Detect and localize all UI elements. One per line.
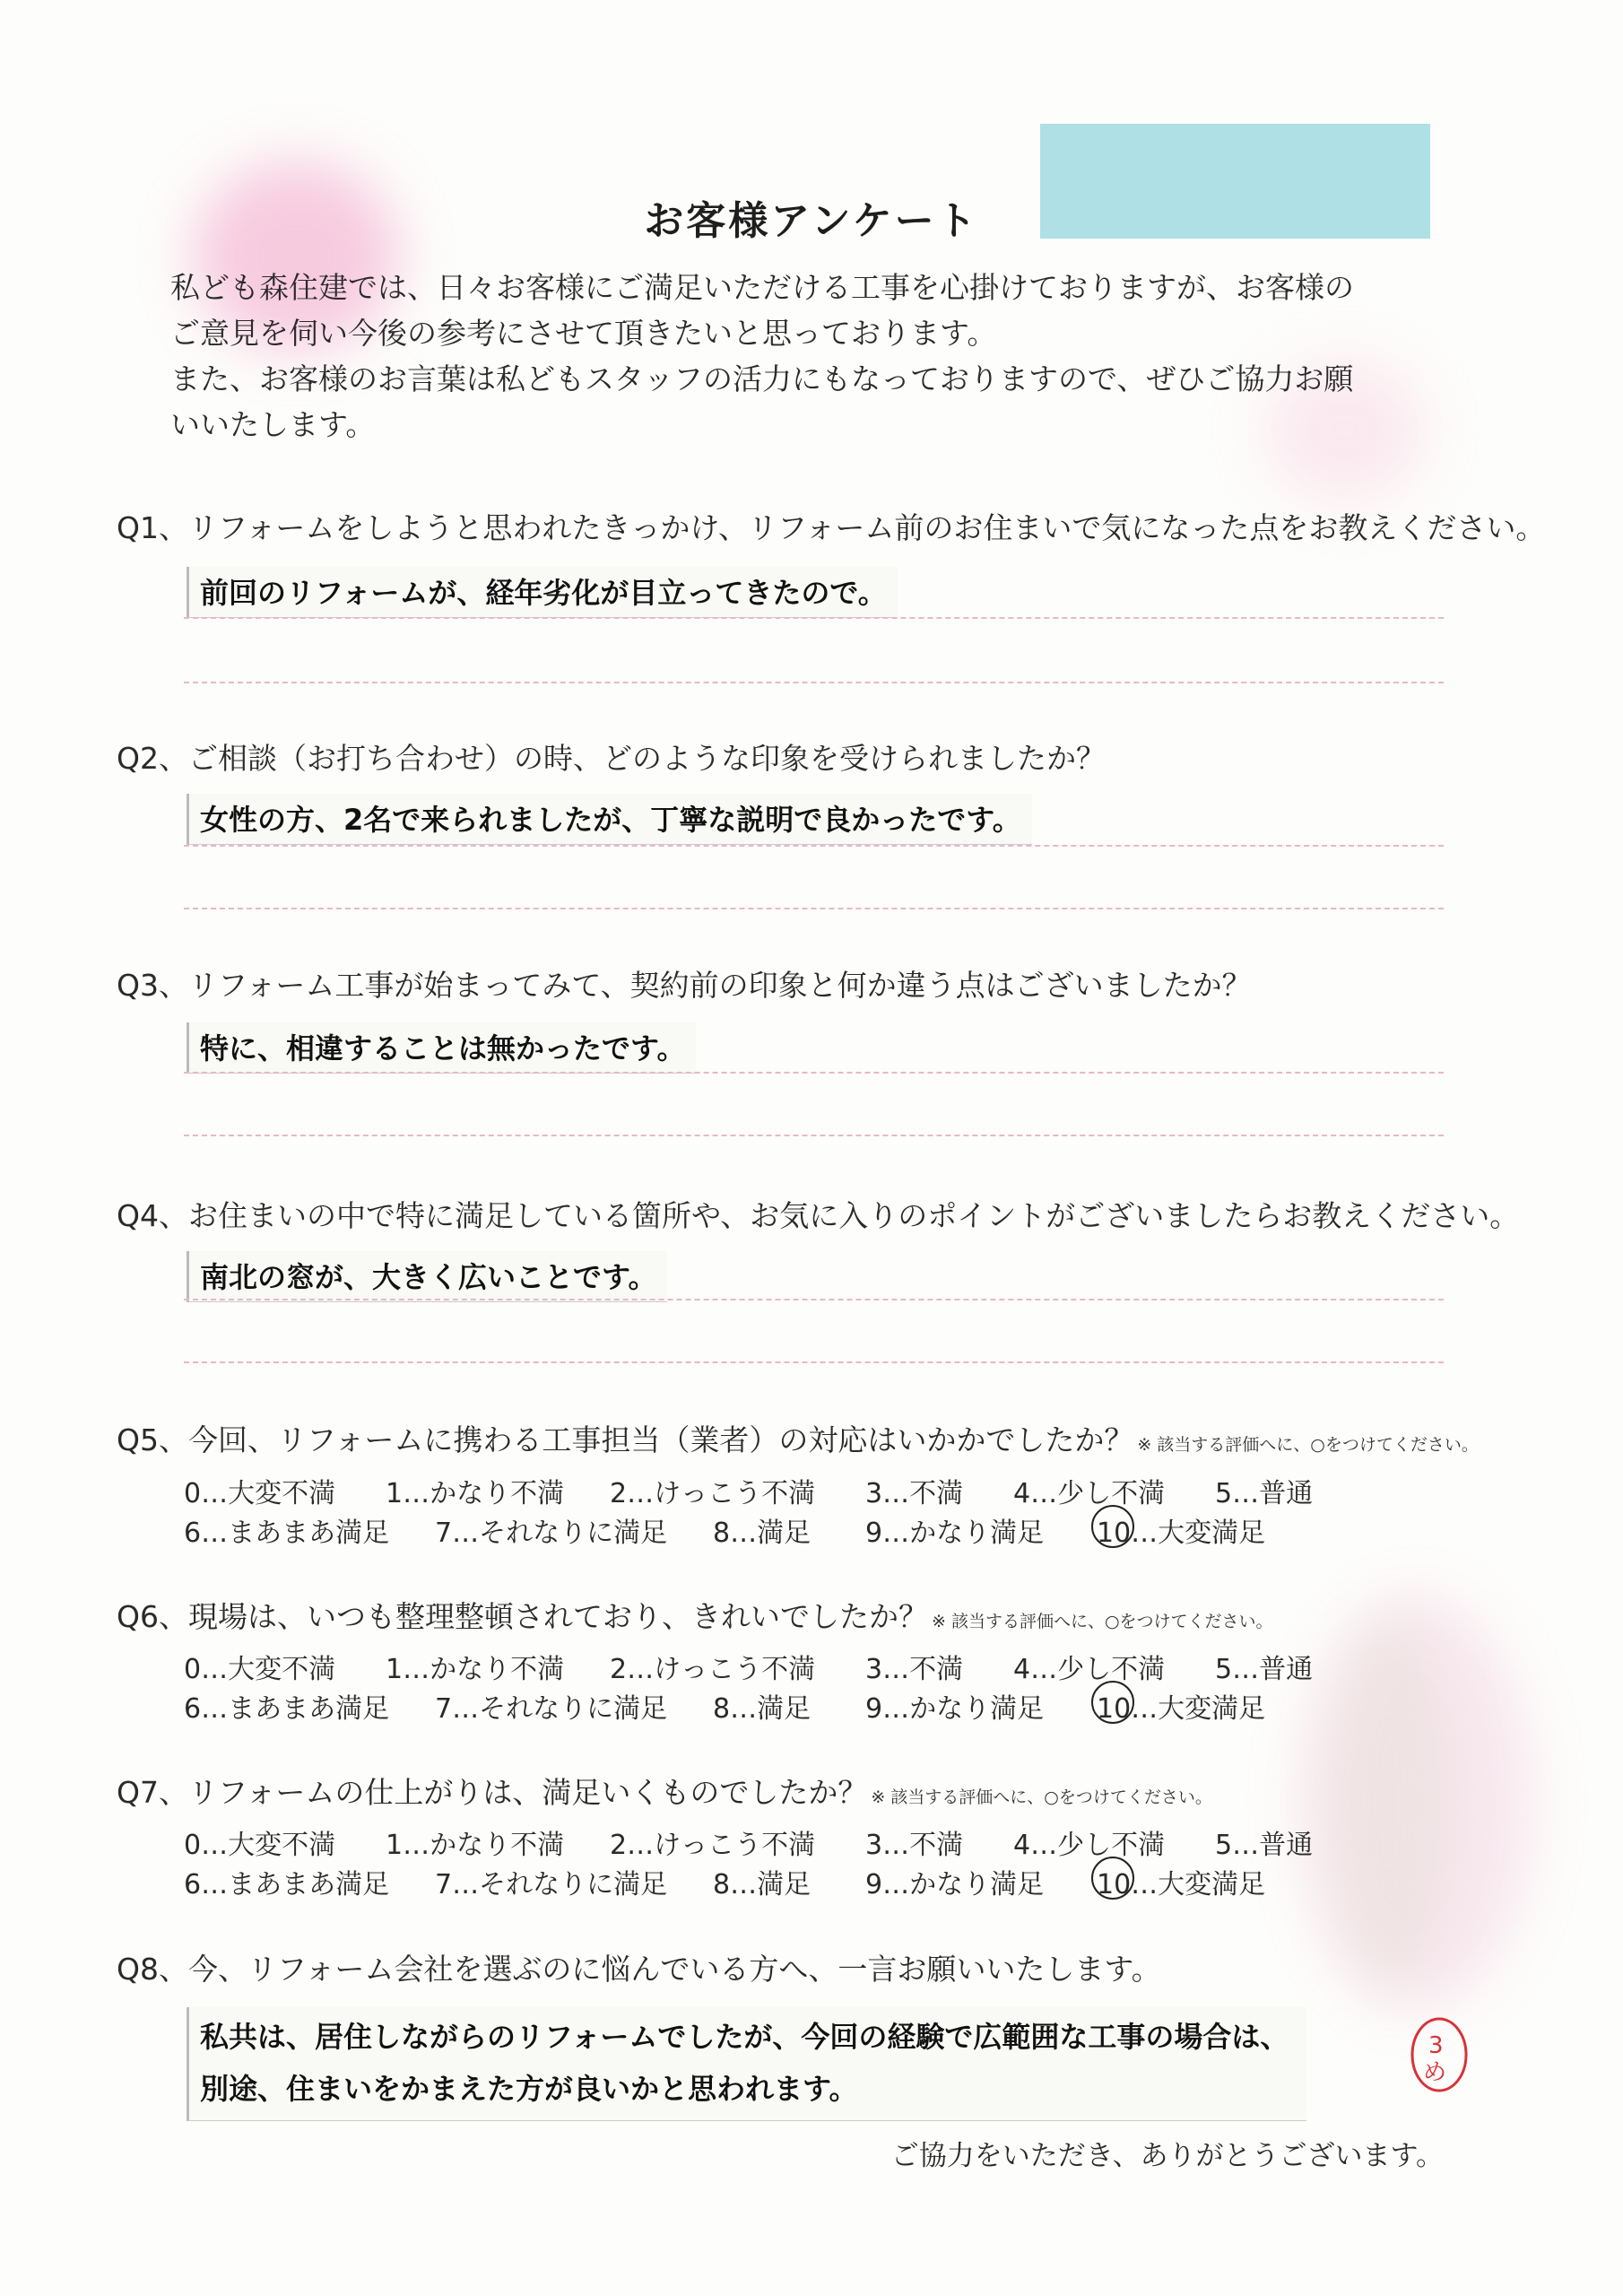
intro-line: いいたします。	[170, 407, 376, 442]
flower-stalk-stain	[1327, 1614, 1453, 1991]
q5-option-3[interactable]: 3…不満	[865, 1478, 964, 1509]
dashed-line	[184, 1072, 1444, 1074]
q7-option-9[interactable]: 9…かなり満足	[865, 1869, 1045, 1900]
q5-option-4[interactable]: 4…少し不満	[1013, 1478, 1166, 1509]
selected-circle-mark	[1091, 1505, 1134, 1548]
q7-option-3[interactable]: 3…不満	[865, 1830, 964, 1861]
dashed-line	[184, 1361, 1444, 1363]
q7-option-5[interactable]: 5…普通	[1215, 1830, 1314, 1861]
q6-option-2[interactable]: 2…けっこう不満	[610, 1654, 816, 1685]
q7-option-2[interactable]: 2…けっこう不満	[610, 1830, 816, 1861]
thanks-text: ご協力をいただき、ありがとうございます。	[890, 2140, 1444, 2172]
q5-option-5[interactable]: 5…普通	[1215, 1478, 1314, 1509]
question-7-note: ※ 該当する評価へに、○をつけてください。	[871, 1787, 1212, 1807]
q5-option-7[interactable]: 7…それなりに満足	[435, 1518, 668, 1549]
q6-option-8[interactable]: 8…満足	[713, 1693, 812, 1725]
q6-option-1[interactable]: 1…かなり不満	[386, 1654, 565, 1685]
answer-4: 南北の窓が、大きく広いことです。	[187, 1251, 667, 1302]
svg-text:め: め	[1423, 2059, 1447, 2086]
dashed-line	[184, 617, 1444, 619]
question-5-text: Q5、今回、リフォームに携わる工事担当（業者）の対応はいかかでしたか？	[117, 1422, 1134, 1457]
question-3: Q3、リフォーム工事が始まってみて、契約前の印象と何か違う点はございましたか？	[117, 968, 1252, 1003]
selected-circle-mark	[1091, 1681, 1134, 1724]
q6-option-5[interactable]: 5…普通	[1215, 1654, 1314, 1685]
q6-option-3[interactable]: 3…不満	[865, 1654, 964, 1685]
question-7	[117, 1770, 1212, 1812]
selected-circle-mark	[1091, 1857, 1134, 1900]
q7-option-0[interactable]: 0…大変不満	[184, 1830, 336, 1861]
q5-option-0[interactable]: 0…大変不満	[184, 1478, 336, 1509]
q6-option-4[interactable]: 4…少し不満	[1013, 1654, 1166, 1685]
q6-option-9[interactable]: 9…かなり満足	[865, 1693, 1045, 1725]
dashed-line	[184, 1299, 1444, 1300]
q5-option-6[interactable]: 6…まあまあ満足	[184, 1518, 390, 1549]
question-6-text: Q6、現場は、いつも整理整頓されており、きれいでしたか？	[117, 1599, 928, 1634]
q5-option-1[interactable]: 1…かなり不満	[386, 1478, 565, 1509]
answer-2: 女性の方、2名で来られましたが、丁寧な説明で良かったです。	[187, 794, 1032, 845]
q5-option-10[interactable]: 10…大変満足	[1097, 1518, 1266, 1549]
answer-8-line: 別途、住まいをかまえた方が良いかと思われます。	[200, 2072, 858, 2106]
question-5	[117, 1417, 1479, 1459]
question-8: Q8、今、リフォーム会社を選ぶのに悩んでいる方へ、一言お願いいたします。	[117, 1952, 1161, 1987]
answer-8	[187, 2007, 1306, 2121]
q5-option-2[interactable]: 2…けっこう不満	[610, 1478, 816, 1509]
q7-option-6[interactable]: 6…まあまあ満足	[184, 1869, 390, 1900]
question-1: Q1、リフォームをしようと思われたきっかけ、リフォーム前のお住まいで気になった点をお教えください。	[117, 510, 1546, 545]
q7-option-7[interactable]: 7…それなりに満足	[435, 1869, 668, 1900]
dashed-line	[184, 845, 1444, 847]
q5-option-8[interactable]: 8…満足	[713, 1518, 812, 1549]
dashed-line	[184, 682, 1444, 683]
q6-option-7[interactable]: 7…それなりに満足	[435, 1693, 668, 1725]
q7-option-1[interactable]: 1…かなり不満	[386, 1830, 565, 1861]
svg-text:3: 3	[1428, 2032, 1444, 2059]
answer-8-line: 私共は、居住しながらのリフォームでしたが、今回の経験で広範囲な工事の場合は、	[200, 2020, 1289, 2054]
question-2: Q2、ご相談（お打ち合わせ）の時、どのような印象を受けられましたか？	[117, 741, 1106, 776]
q7-option-4[interactable]: 4…少し不満	[1013, 1830, 1166, 1861]
handwritten-stamp	[1403, 2013, 1473, 2096]
q7-option-10[interactable]: 10…大変満足	[1097, 1869, 1266, 1900]
question-6	[117, 1594, 1273, 1636]
dashed-line	[184, 908, 1444, 909]
dashed-line	[184, 1135, 1444, 1136]
question-5-note: ※ 該当する評価へに、○をつけてください。	[1137, 1435, 1479, 1455]
q6-option-6[interactable]: 6…まあまあ満足	[184, 1693, 390, 1725]
page-title: お客様アンケート	[644, 198, 979, 244]
answer-1: 前回のリフォームが、経年劣化が目立ってきたので。	[187, 567, 898, 618]
intro-line: また、お客様のお言葉は私どもスタッフの活力にもなっておりますので、ぜひご協力お願	[170, 361, 1354, 396]
q7-option-8[interactable]: 8…満足	[713, 1869, 812, 1900]
question-6-note: ※ 該当する評価へに、○をつけてください。	[931, 1612, 1273, 1631]
intro-line: ご意見を伺い今後の参考にさせて頂きたいと思っております。	[170, 316, 997, 351]
q6-option-0[interactable]: 0…大変不満	[184, 1654, 336, 1685]
question-4: Q4、お住まいの中で特に満足している箇所や、お気に入りのポイントがございましたらお教えください。	[117, 1198, 1520, 1233]
q6-option-10[interactable]: 10…大変満足	[1097, 1693, 1266, 1725]
question-7-text: Q7、リフォームの仕上がりは、満足いくものでしたか？	[117, 1775, 868, 1810]
intro-text	[170, 265, 1462, 448]
answer-3: 特に、相違することは無かったです。	[187, 1022, 696, 1074]
q5-option-9[interactable]: 9…かなり満足	[865, 1518, 1045, 1549]
intro-line: 私ども森住建では、日々お客様にご満足いただける工事を心掛けておりますが、お客様の	[170, 270, 1354, 305]
